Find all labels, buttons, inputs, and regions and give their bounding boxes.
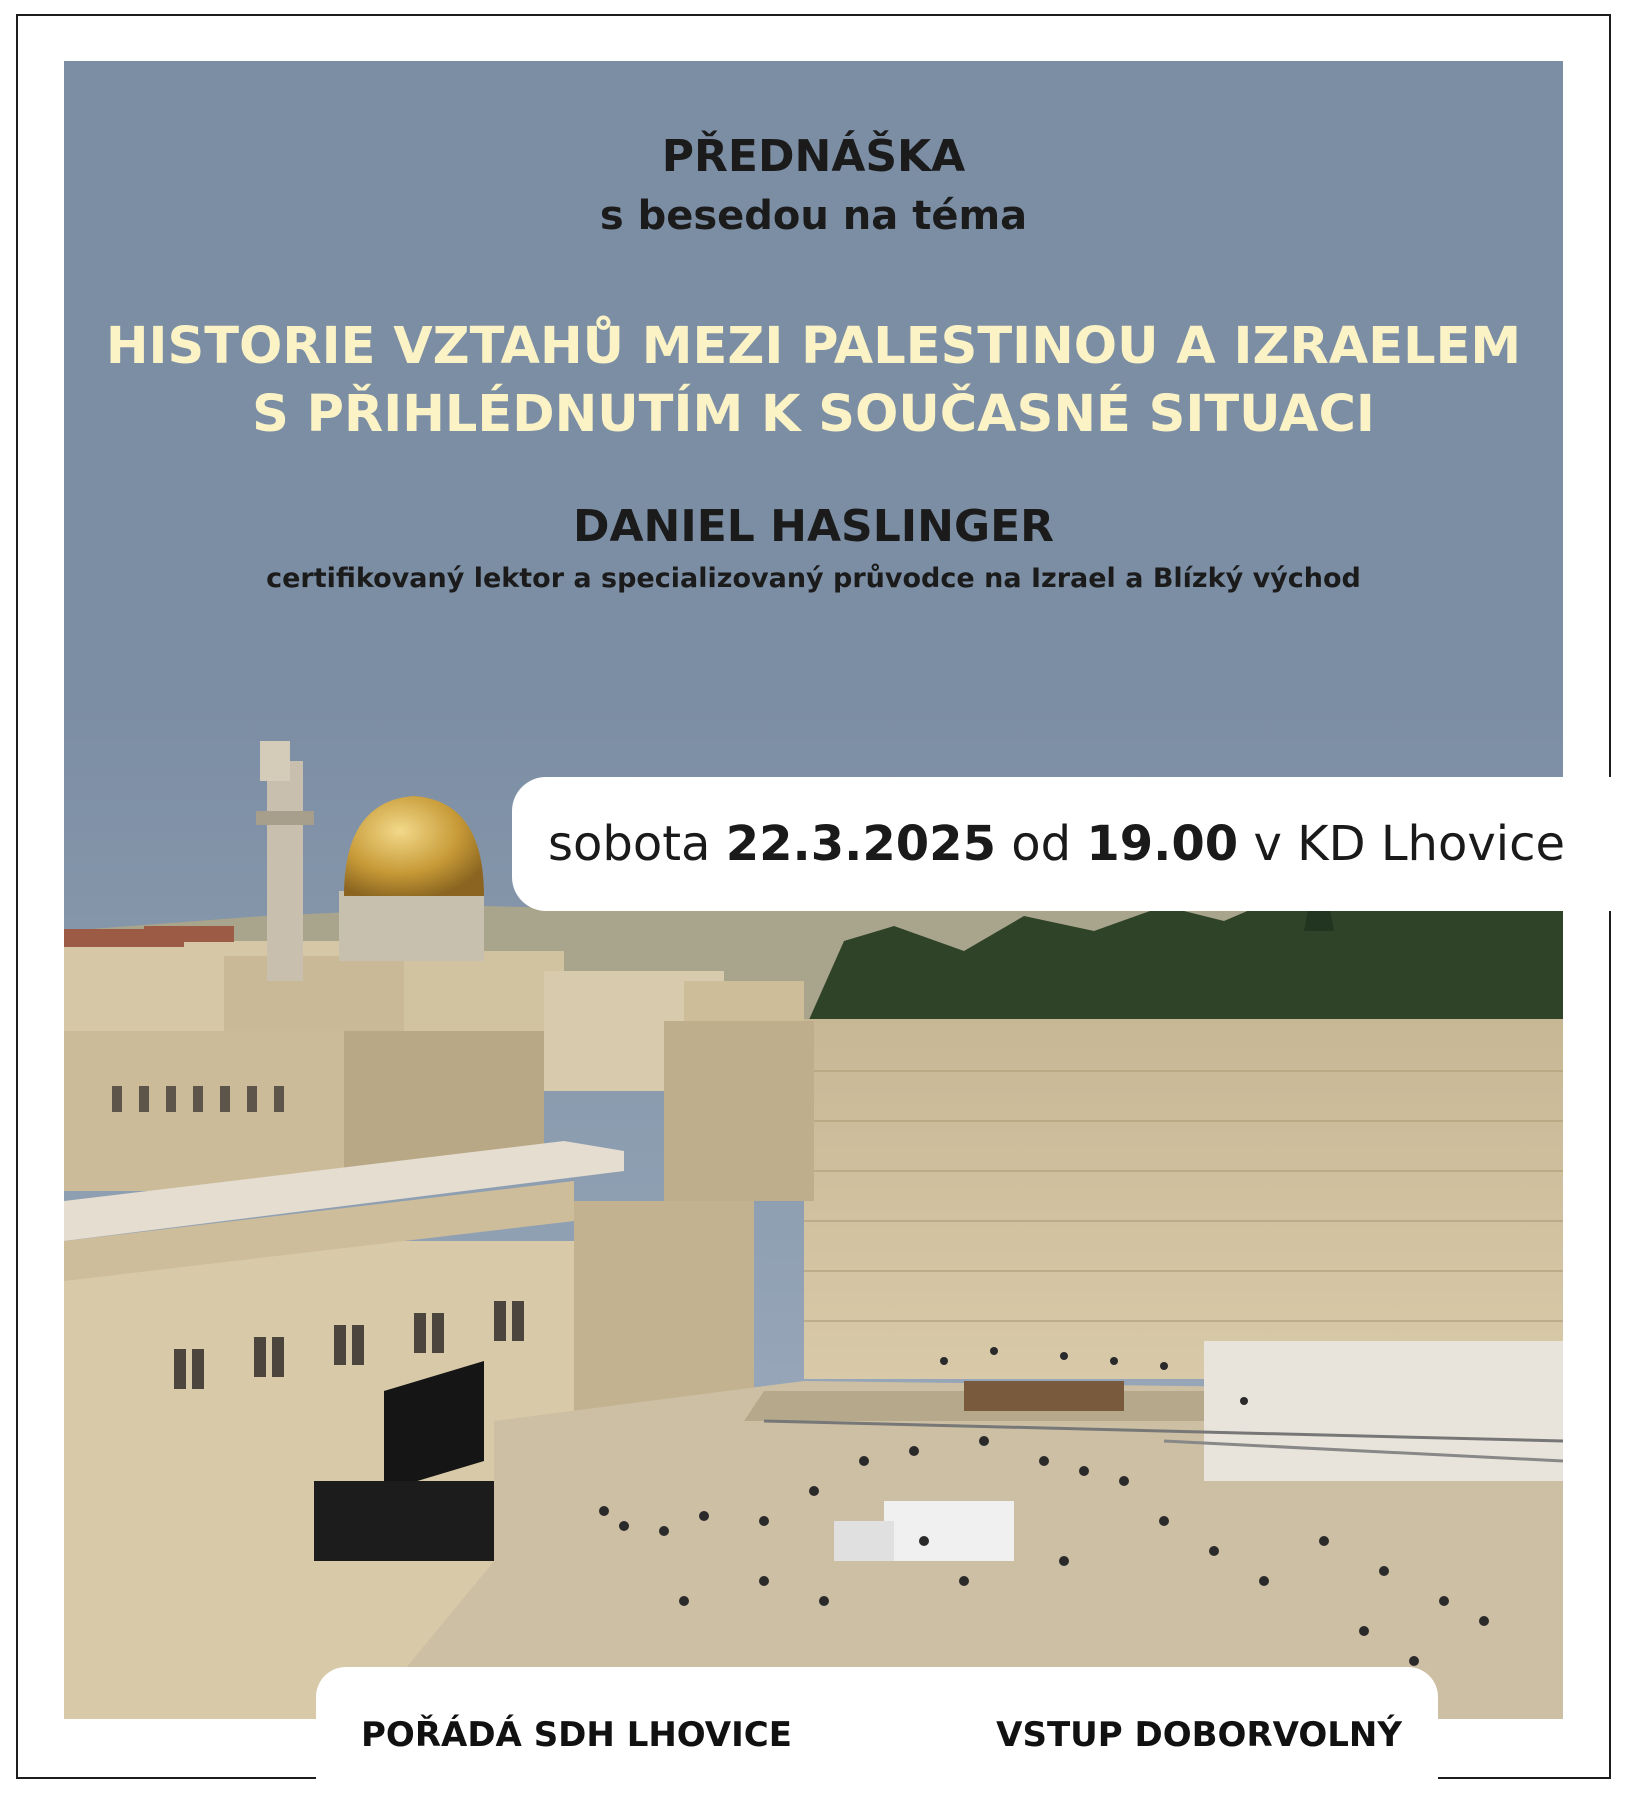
- speaker-name: DANIEL HASLINGER: [572, 501, 1055, 552]
- lecture-title-line2: S PŘIHLÉDNUTÍM K SOUČASNÉ SITUACI: [252, 385, 1375, 444]
- lecture-heading: PŘEDNÁŠKA: [661, 131, 966, 182]
- organizer-label: POŘÁDÁ SDH LHOVICE: [361, 1715, 792, 1755]
- event-time: 19.00: [1086, 816, 1239, 872]
- lecture-title: [64, 313, 1563, 449]
- event-day: sobota: [548, 816, 711, 872]
- event-from-word: od: [1011, 816, 1072, 872]
- poster: [64, 61, 1566, 1755]
- entry-label: VSTUP DOBORVOLNÝ: [996, 1715, 1402, 1755]
- poster-text-area: [64, 61, 1563, 761]
- speaker-description: certifikovaný lektor a specializovaný průvodce na Izrael a Blízký východ: [266, 563, 1361, 594]
- event-date: 22.3.2025: [725, 816, 996, 872]
- lecture-subheading: s besedou na téma: [599, 193, 1028, 239]
- footer-bar: [316, 1667, 1438, 1783]
- event-date-time-banner: [512, 777, 1652, 911]
- event-place: v KD Lhovice: [1253, 816, 1566, 872]
- lecture-title-line1: HISTORIE VZTAHŮ MEZI PALESTINOU A IZRAELEM: [105, 317, 1522, 376]
